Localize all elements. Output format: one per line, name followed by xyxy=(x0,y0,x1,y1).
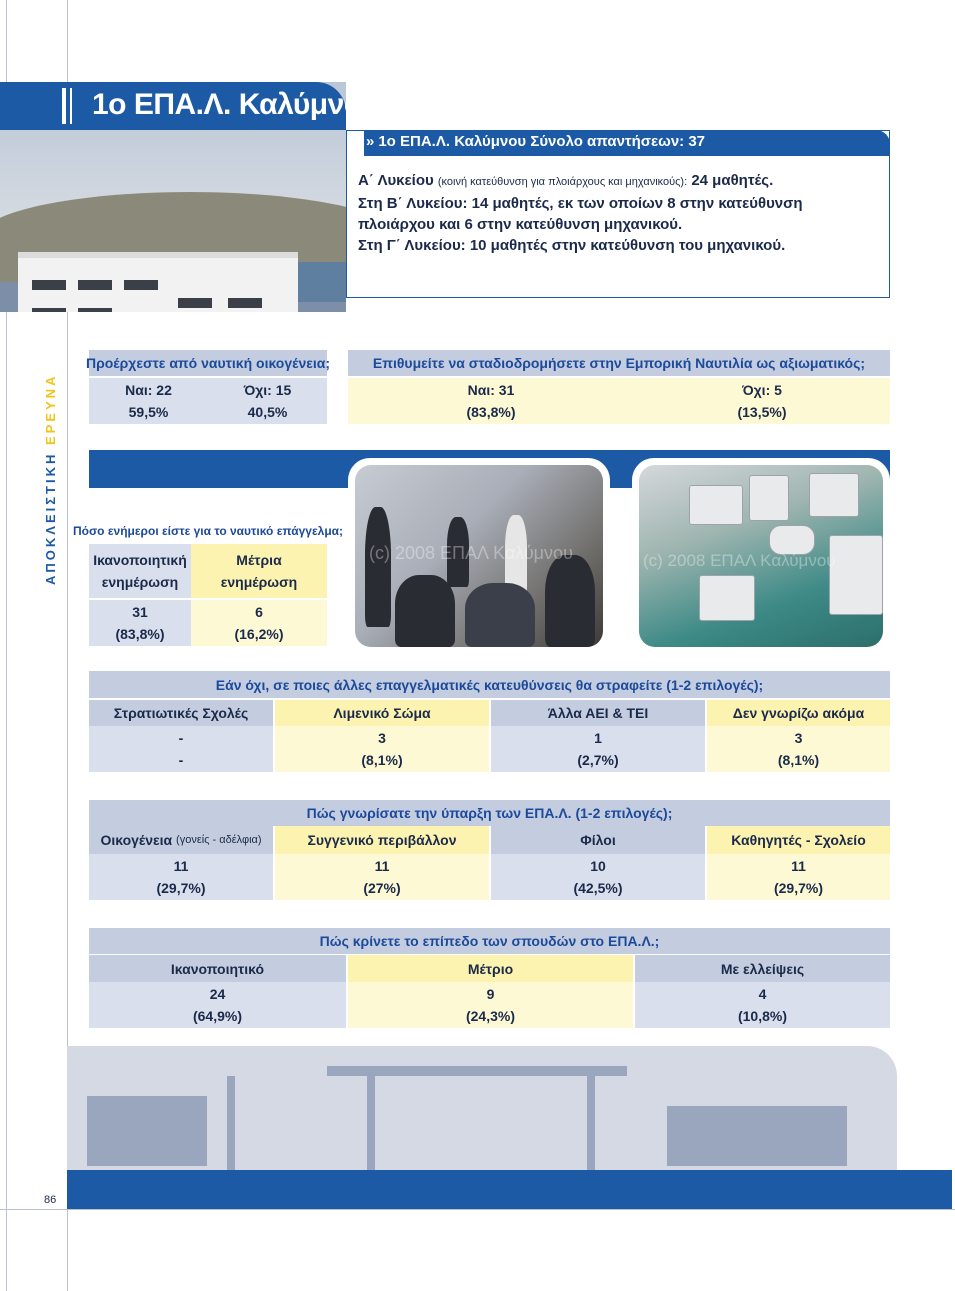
alt-col1-value: - - xyxy=(89,726,273,772)
src-col3-value: 10 (42,5%) xyxy=(491,854,705,900)
photo-watermark-1: (c) 2008 ΕΠΑΛ Καλύμνου xyxy=(369,543,573,563)
alt-col1-header: Στρατιωτικές Σχολές xyxy=(89,700,273,726)
alt-col4-value: 3 (8,1%) xyxy=(707,726,890,772)
level-col3-value: 4 (10,8%) xyxy=(635,982,890,1028)
level-col1-value: 24 (64,9%) xyxy=(89,982,346,1028)
level-col1-header: Ικανοποιητικό xyxy=(89,955,346,982)
family-no: Όχι: 15 40,5% xyxy=(208,378,327,424)
page-number: 86 xyxy=(44,1194,57,1206)
level-question: Πώς κρίνετε το επίπεδο των σπουδών στο ΕΠΑ.Λ.; xyxy=(89,928,890,954)
double-chevron-icon: » xyxy=(366,133,375,150)
summary-text: Α΄ Λυκείου (κοινή κατεύθυνση για πλοιάρχους και μηχανικούς): 24 μαθητές. Στη Β΄ Λυκείου: 14 μαθητές, εκ των οποίων 8 στην κατεύθυνση πλοιάρχου και 6 στην κατεύθυνση μηχανικού. Στη Γ΄ Λυκείου: 10 μαθητές στην κατεύθυνση του μηχανικού. xyxy=(358,172,803,254)
informed-col2-header: Μέτρια ενημέρωση xyxy=(191,544,327,598)
bottom-decorative-panel xyxy=(67,1046,897,1186)
alternatives-question: Εάν όχι, σε ποιες άλλες επαγγελματικές κατευθύνσεις θα στραφείτε (1-2 επιλογές); xyxy=(89,671,890,698)
career-question: Επιθυμείτε να σταδιοδρομήσετε στην Εμπορική Ναυτιλία ως αξιωματικός; xyxy=(348,350,890,376)
informed-col1-value: 31 (83,8%) xyxy=(89,600,191,646)
side-label: ΑΠΟΚΛΕΙΣΤΙΚΗ ΕΡΕΥΝΑ xyxy=(43,373,58,585)
alt-col3-value: 1 (2,7%) xyxy=(491,726,705,772)
src-col1-value: 11 (29,7%) xyxy=(89,854,273,900)
family-yes: Ναι: 22 59,5% xyxy=(89,378,208,424)
alt-col2-value: 3 (8,1%) xyxy=(275,726,489,772)
src-col4-header: Καθηγητές - Σχολείο xyxy=(707,826,890,854)
src-col2-value: 11 (27%) xyxy=(275,854,489,900)
level-col3-header: Με ελλείψεις xyxy=(635,955,890,982)
alt-col4-header: Δεν γνωρίζω ακόμα xyxy=(707,700,890,726)
family-question: Προέρχεστε από ναυτική οικογένεια; xyxy=(89,350,327,376)
page-title: 1ο ΕΠΑ.Λ. Καλύμνου xyxy=(92,88,379,121)
alt-col3-header: Άλλα ΑΕΙ & ΤΕΙ xyxy=(491,700,705,726)
equipment-photo xyxy=(639,465,883,647)
bottom-rule xyxy=(0,1209,955,1210)
src-col2-header: Συγγενικό περιβάλλον xyxy=(275,826,489,854)
photo-watermark-2: (c) 2008 ΕΠΑΛ Καλύμνου xyxy=(643,551,836,570)
classroom-photo xyxy=(355,465,603,647)
src-col4-value: 11 (29,7%) xyxy=(707,854,890,900)
level-col2-header: Μέτριο xyxy=(348,955,633,982)
bottom-strip xyxy=(67,1170,952,1210)
career-yes: Ναι: 31 (83,8%) xyxy=(348,378,634,424)
src-col3-header: Φίλοι xyxy=(491,826,705,854)
informed-question: Πόσο ενήμεροι είστε για το ναυτικό επάγγελμα; xyxy=(89,518,327,544)
alt-col2-header: Λιμενικό Σώμα xyxy=(275,700,489,726)
source-question: Πώς γνωρίσατε την ύπαρξη των ΕΠΑ.Λ. (1-2 επιλογές); xyxy=(89,800,890,826)
informed-col1-header: Ικανοποιητική ενημέρωση xyxy=(89,544,191,598)
informed-col2-value: 6 (16,2%) xyxy=(191,600,327,646)
career-no: Όχι: 5 (13,5%) xyxy=(634,378,890,424)
level-col2-value: 9 (24,3%) xyxy=(348,982,633,1028)
summary-title: » 1ο ΕΠΑ.Λ. Καλύμνου Σύνολο απαντήσεων: 37 xyxy=(366,133,706,150)
src-col1-header: Οικογένεια (γονείς - αδέλφια) xyxy=(89,826,273,854)
